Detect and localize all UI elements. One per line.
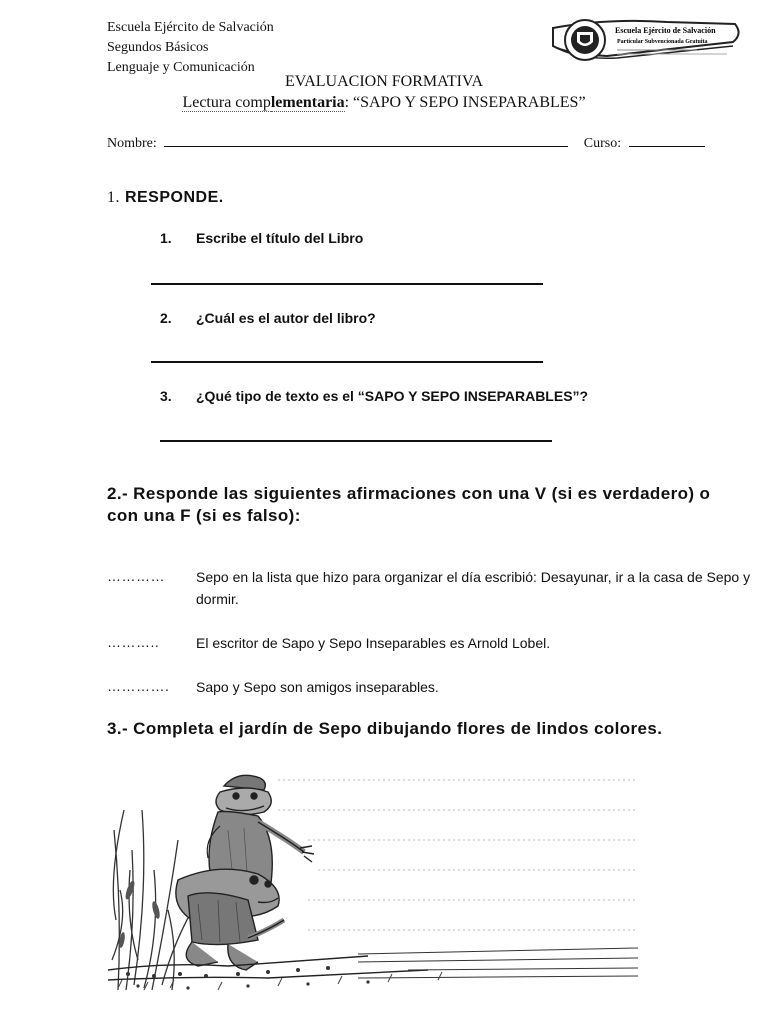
answer-line-1[interactable] — [151, 283, 543, 285]
answer-line-3[interactable] — [160, 440, 552, 442]
school-subject: Lenguaje y Comunicación — [107, 60, 255, 75]
student-info-row — [107, 134, 705, 152]
logo-tagline: Particular Subvencionada Gratuita — [617, 39, 708, 45]
section-1-heading — [107, 189, 224, 207]
school-level: Segundos Básicos — [107, 40, 209, 55]
question-text: Escribe el título del Libro — [196, 230, 364, 246]
school-logo — [547, 16, 743, 74]
subtitle-bold: lementaria — [270, 94, 345, 111]
page-title: EVALUACION FORMATIVA — [284, 73, 484, 90]
course-label: Curso: — [583, 136, 622, 151]
question-2 — [160, 310, 376, 326]
toad-figure — [176, 869, 284, 970]
tf-answer-blank-2[interactable]: ……….. — [107, 634, 160, 650]
question-text: ¿Qué tipo de texto es el “SAPO Y SEPO INSEPARABLES”? — [196, 388, 589, 404]
answer-line-2[interactable] — [151, 361, 543, 363]
question-1 — [160, 230, 363, 246]
question-number: 2. — [160, 310, 172, 326]
school-name: Escuela Ejército de Salvación — [107, 20, 274, 35]
question-number: 1. — [160, 230, 172, 246]
frog-and-toad-garden-illustration — [108, 770, 648, 1000]
tf-answer-blank-1[interactable]: ………… — [107, 568, 165, 584]
tf-statement-1: Sepo en la lista que hizo para organizar el día escribió: Desayunar, ir a la casa de Sepo y dormir. — [196, 569, 751, 607]
question-3 — [160, 388, 588, 404]
name-field[interactable] — [164, 134, 568, 147]
course-field[interactable] — [629, 134, 705, 147]
logo-name: Escuela Ejército de Salvación — [615, 26, 716, 35]
tf-answer-blank-3[interactable]: …………. — [107, 678, 170, 694]
name-label: Nombre: — [107, 136, 157, 151]
tf-statement-3: Sapo y Sepo son amigos inseparables. — [196, 679, 439, 695]
section-1-number: 1. — [107, 189, 120, 206]
school-info — [107, 18, 274, 78]
subtitle-prefix: Lectura comp — [182, 94, 271, 111]
page-subtitle — [0, 92, 768, 114]
section-3-heading: 3.- Completa el jardín de Sepo dibujando flores de lindos colores. — [107, 719, 663, 738]
subtitle-rest: : “SAPO Y SEPO INSEPARABLES” — [344, 94, 586, 111]
question-text: ¿Cuál es el autor del libro? — [196, 310, 376, 326]
question-number: 3. — [160, 388, 172, 404]
section-2-heading: 2.- Responde las siguientes afirmaciones con una V (si es verdadero) o con una F (si es falso): — [107, 484, 711, 525]
tf-statement-2: El escritor de Sapo y Sepo Inseparables es Arnold Lobel. — [196, 635, 551, 651]
section-1-title: RESPONDE. — [124, 189, 224, 206]
